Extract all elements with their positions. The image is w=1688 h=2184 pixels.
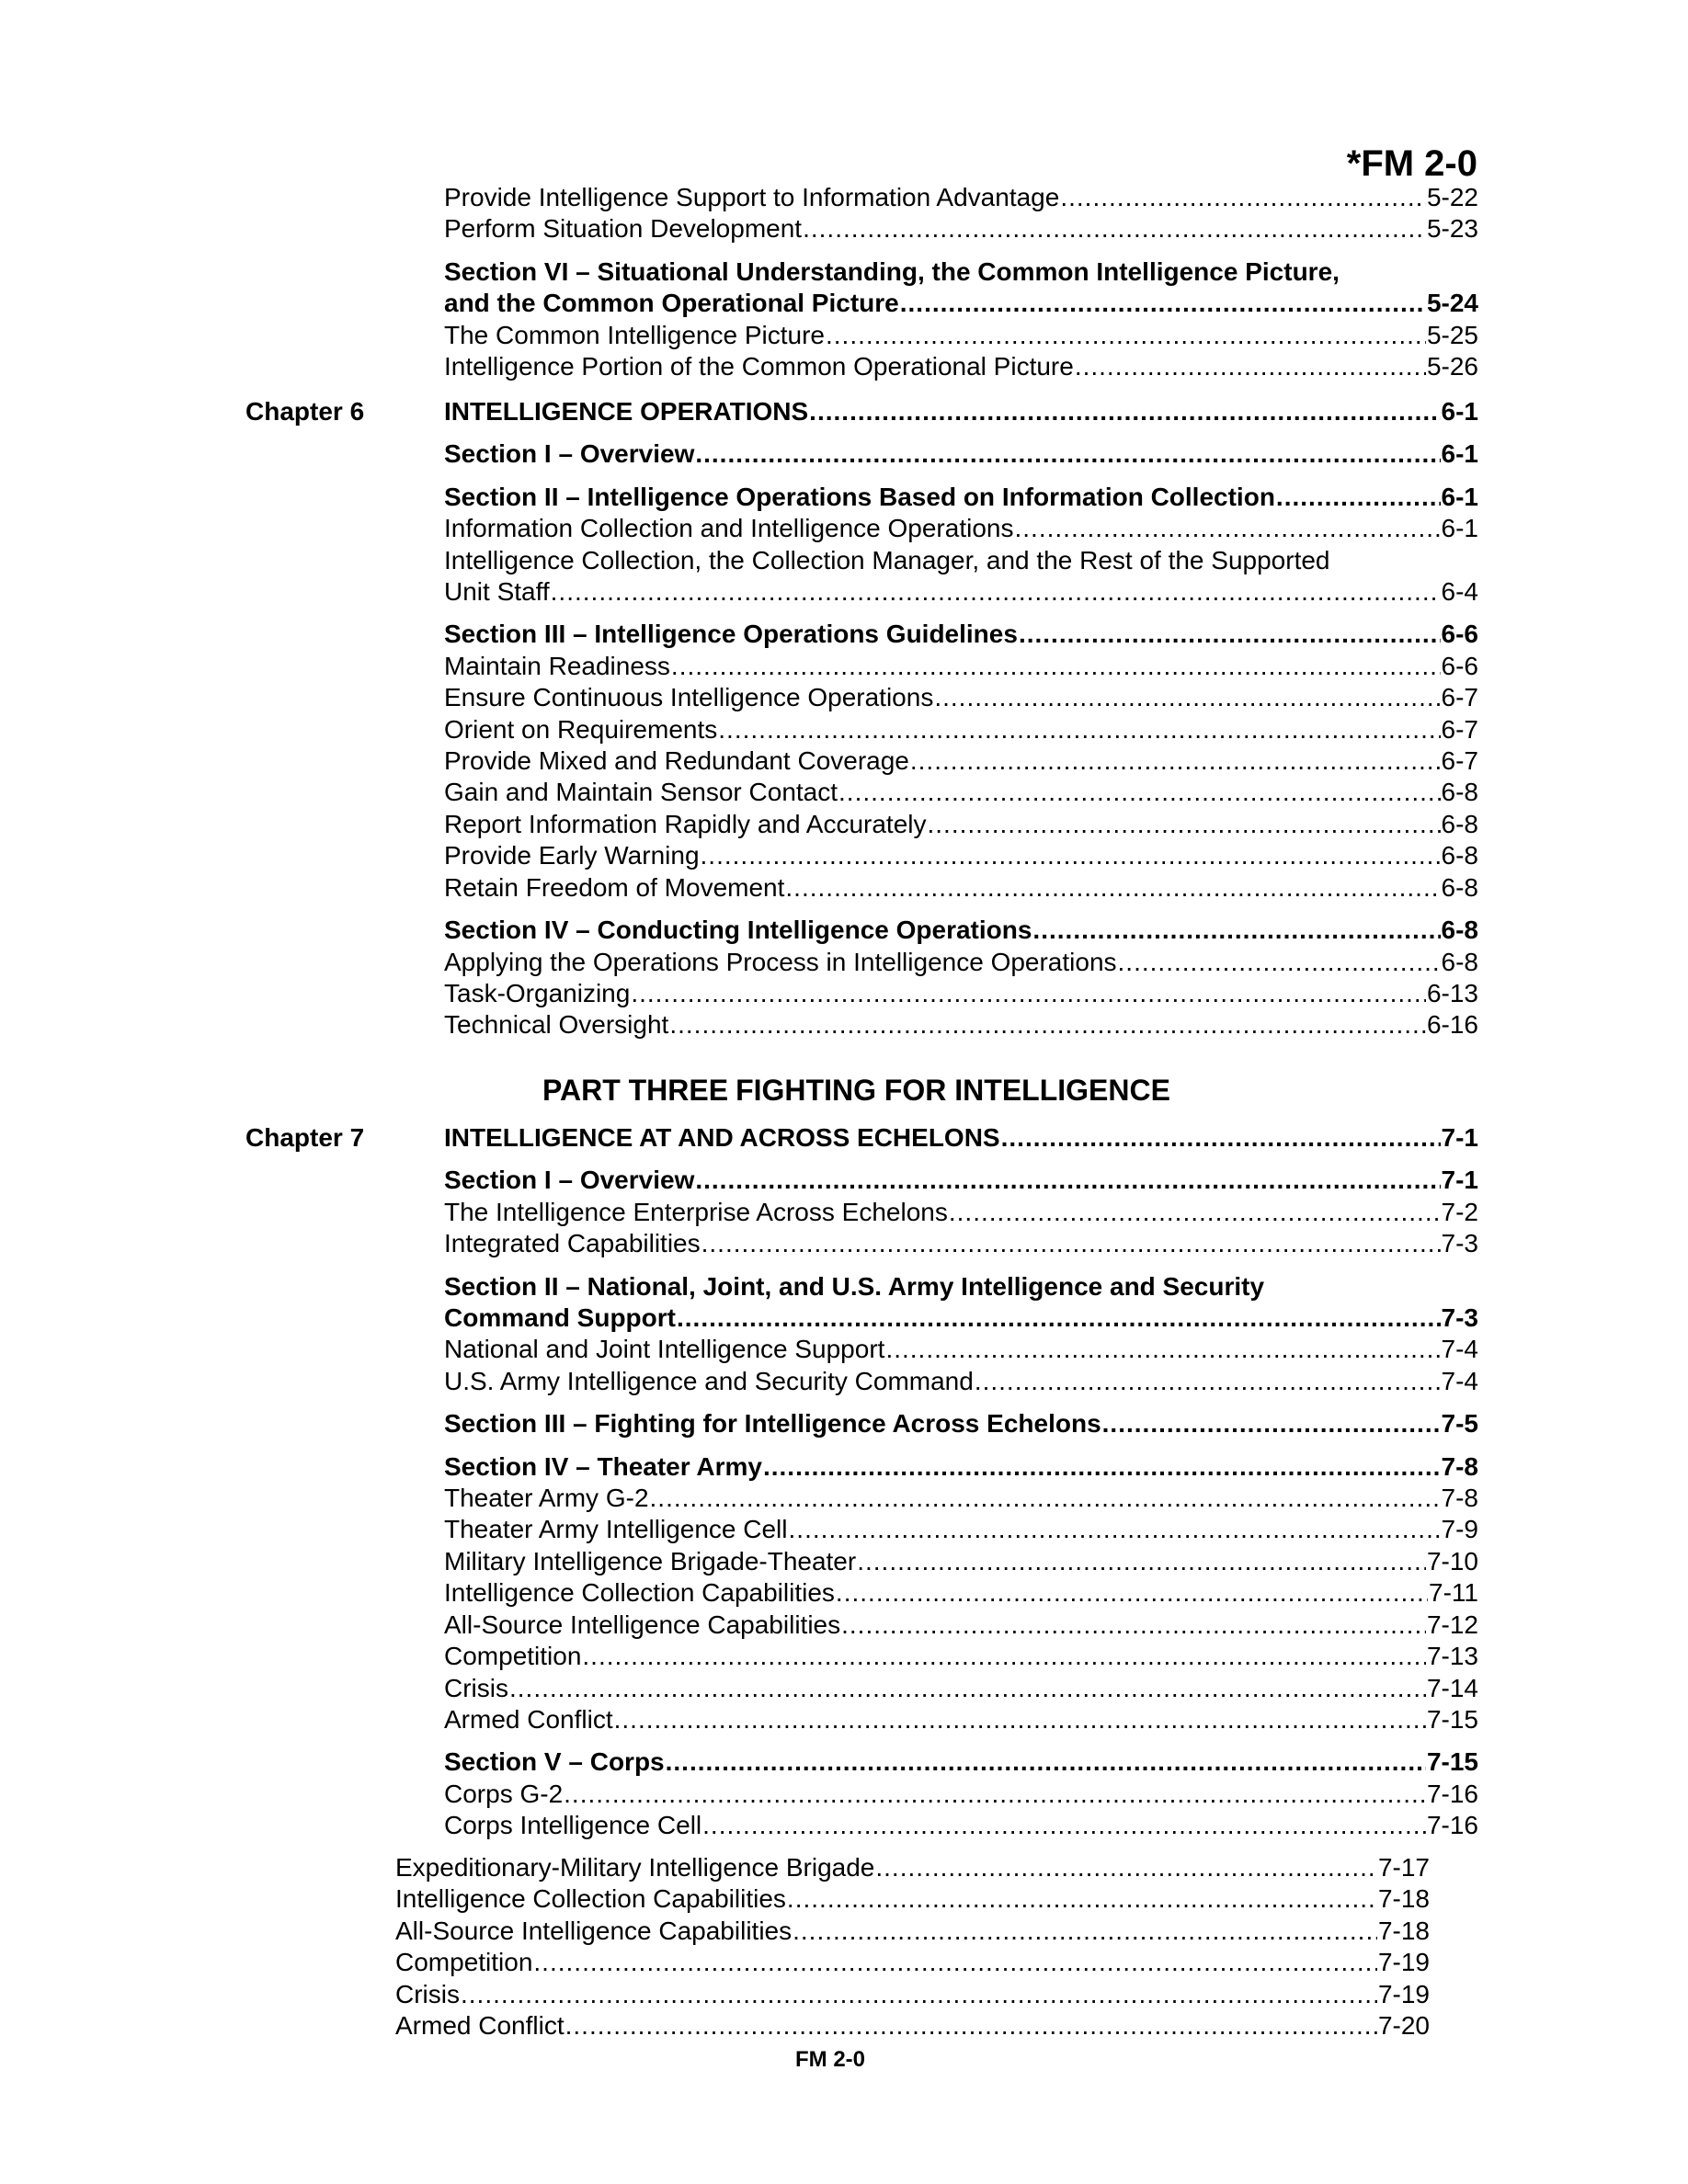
part-number: PART THREE xyxy=(542,1074,729,1107)
toc-entry-page-number: 7-18 xyxy=(1377,1884,1430,1914)
toc-entry-page-number: 7-13 xyxy=(1426,1642,1478,1671)
toc-entry[interactable] xyxy=(444,1009,1478,1041)
toc-entry-page-number: 6-1 xyxy=(1441,482,1478,511)
dot-leader xyxy=(1014,513,1440,544)
toc-spacer xyxy=(444,427,1478,438)
dot-leader xyxy=(785,872,1440,904)
dot-leader xyxy=(1019,619,1441,650)
toc-spacer xyxy=(444,1735,1478,1746)
toc-entry[interactable] xyxy=(444,1641,1478,1672)
toc-entry[interactable] xyxy=(444,809,1478,840)
toc-entry[interactable] xyxy=(444,840,1478,871)
toc-section-entry[interactable] xyxy=(444,1746,1478,1778)
toc-entry[interactable] xyxy=(444,777,1478,808)
toc-entry[interactable] xyxy=(444,351,1478,382)
toc-entry-page-number: 7-20 xyxy=(1377,2011,1430,2041)
toc-entry-page-number: 6-8 xyxy=(1441,872,1478,902)
toc-entry-page-number: 6-8 xyxy=(1441,841,1478,870)
toc-entry-title: Report Information Rapidly and Accurately xyxy=(444,809,927,838)
toc-section-entry[interactable] xyxy=(444,482,1478,513)
toc-entry-page-number: 7-19 xyxy=(1377,1979,1430,2008)
dot-leader xyxy=(701,840,1441,871)
dot-leader xyxy=(793,1916,1377,1947)
toc-block-chapter5-tail xyxy=(444,182,1478,382)
dot-leader xyxy=(826,320,1426,351)
dot-leader xyxy=(509,1673,1426,1704)
document-header-title: *FM 2-0 xyxy=(1346,143,1477,184)
toc-section-entry[interactable] xyxy=(444,619,1478,650)
dot-leader xyxy=(695,438,1440,470)
toc-entry-title: Competition xyxy=(444,1642,582,1671)
toc-section-entry[interactable] xyxy=(444,1302,1478,1334)
toc-entry-title: Perform Situation Development xyxy=(444,214,803,244)
toc-entry-page-number: 6-8 xyxy=(1441,809,1478,838)
toc-section-entry[interactable] xyxy=(444,1408,1478,1439)
toc-spacer xyxy=(444,1154,1478,1165)
toc-entry-page-number: 7-1 xyxy=(1441,1166,1478,1195)
dot-leader xyxy=(763,1451,1441,1483)
dot-leader xyxy=(934,682,1440,713)
toc-entry-title: Maintain Readiness xyxy=(444,651,670,680)
toc-entry[interactable] xyxy=(444,1483,1478,1514)
toc-entry-page-number: 5-23 xyxy=(1426,214,1478,244)
dot-leader xyxy=(695,1165,1440,1196)
chapter-6-label: Chapter 6 xyxy=(245,397,365,426)
toc-entry-title: Corps Intelligence Cell xyxy=(444,1811,702,1840)
toc-entry-page-number: 7-5 xyxy=(1441,1409,1478,1439)
toc-entry-page-number: 7-18 xyxy=(1377,1916,1430,1945)
toc-entry-title-line: Section VI – Situational Understanding, the Common Intelligence Picture, xyxy=(444,256,1340,286)
dot-leader xyxy=(1276,482,1441,513)
toc-entry[interactable] xyxy=(444,714,1478,745)
toc-entry-title: Ensure Continuous Intelligence Operations xyxy=(444,683,934,712)
dot-leader xyxy=(677,1302,1441,1334)
toc-entry-page-number: 7-17 xyxy=(1377,1853,1430,1882)
toc-spacer xyxy=(444,904,1478,915)
toc-entry-title: Provide Intelligence Support to Information Advantage xyxy=(444,183,1060,211)
dot-leader xyxy=(789,1514,1441,1545)
toc-entry[interactable] xyxy=(444,745,1478,777)
toc-entry[interactable] xyxy=(444,1704,1478,1735)
toc-entry-title: INTELLIGENCE AT AND ACROSS ECHELONS xyxy=(444,1123,1000,1152)
toc-spacer xyxy=(444,245,1478,256)
dot-leader xyxy=(533,1947,1377,1978)
toc-entry[interactable] xyxy=(444,1577,1478,1609)
page-footer: FM 2-0 xyxy=(795,2047,866,2072)
toc-entry[interactable] xyxy=(444,1810,1478,1841)
toc-entry-title: Unit Staff xyxy=(444,577,550,607)
toc-entry-page-number: 7-2 xyxy=(1441,1197,1478,1226)
toc-section-entry[interactable] xyxy=(444,288,1478,319)
toc-entry-title: Intelligence Collection Capabilities xyxy=(444,1578,835,1608)
toc-entry-title-line: Section II – National, Joint, and U.S. Army Intelligence and Security xyxy=(444,1271,1265,1301)
toc-entry[interactable] xyxy=(444,978,1478,1009)
part-title: FIGHTING FOR INTELLIGENCE xyxy=(736,1074,1170,1107)
dot-leader xyxy=(669,1009,1426,1041)
toc-entry[interactable] xyxy=(395,1916,1430,1947)
toc-entry-page-number: 7-8 xyxy=(1441,1451,1478,1481)
dot-leader xyxy=(631,978,1426,1009)
toc-entry[interactable] xyxy=(444,1366,1478,1397)
toc-entry-title: Technical Oversight xyxy=(444,1010,669,1040)
toc-spacer xyxy=(444,471,1478,482)
toc-entry-page-number: 6-1 xyxy=(1441,397,1478,426)
toc-entry-page-number: 6-7 xyxy=(1441,746,1478,776)
toc-entry[interactable] xyxy=(395,1883,1430,1915)
toc-entry[interactable] xyxy=(444,320,1478,351)
toc-entry-title: Task-Organizing xyxy=(444,978,631,1007)
dot-leader xyxy=(671,651,1441,682)
toc-block-continuation xyxy=(395,1852,1430,2042)
dot-leader xyxy=(836,1577,1428,1609)
toc-entry-page-number: 6-8 xyxy=(1441,947,1478,976)
toc-entry-title: Corps G-2 xyxy=(444,1779,564,1808)
toc-entry-title: Section IV – Conducting Intelligence Operations xyxy=(444,916,1032,945)
toc-entry[interactable] xyxy=(444,651,1478,682)
toc-entry[interactable] xyxy=(444,576,1478,608)
toc-entry[interactable] xyxy=(444,872,1478,904)
toc-entry-page-number: 5-22 xyxy=(1426,183,1478,211)
toc-entry[interactable] xyxy=(444,1779,1478,1810)
toc-section-entry[interactable] xyxy=(444,1122,1478,1154)
toc-entry[interactable] xyxy=(444,1197,1478,1228)
toc-entry-page-number: 7-10 xyxy=(1426,1546,1478,1575)
toc-entry-title: Armed Conflict xyxy=(395,2011,565,2041)
dot-leader xyxy=(875,1852,1377,1883)
dot-leader xyxy=(702,1810,1426,1841)
toc-entry-title: The Common Intelligence Picture xyxy=(444,320,825,349)
toc-entry-title: Armed Conflict xyxy=(444,1704,613,1734)
toc-entry-title: Theater Army G-2 xyxy=(444,1484,649,1513)
toc-entry-page-number: 7-4 xyxy=(1441,1335,1478,1364)
toc-entry-page-number: 7-3 xyxy=(1441,1303,1478,1333)
dot-leader xyxy=(666,1746,1426,1778)
dot-leader xyxy=(701,1228,1441,1259)
dot-leader xyxy=(565,2010,1377,2042)
toc-section-entry[interactable] xyxy=(444,1451,1478,1483)
toc-entry-page-number: 7-14 xyxy=(1426,1673,1478,1702)
toc-entry-page-number: 5-24 xyxy=(1426,289,1478,318)
toc-entry-page-number: 6-7 xyxy=(1441,683,1478,712)
toc-entry[interactable] xyxy=(444,682,1478,713)
toc-entry-page-number: 6-7 xyxy=(1441,714,1478,744)
toc-spacer xyxy=(444,608,1478,619)
toc-entry-title: and the Common Operational Picture xyxy=(444,289,899,318)
dot-leader xyxy=(614,1704,1426,1735)
toc-entry-title-line: Intelligence Collection, the Collection Manager, and the Rest of the Supported xyxy=(444,545,1330,574)
toc-section-entry[interactable] xyxy=(444,915,1478,946)
toc-entry-title: Intelligence Collection Capabilities xyxy=(395,1884,786,1914)
toc-entry-title: Information Collection and Intelligence Operations xyxy=(444,514,1014,543)
toc-entry[interactable] xyxy=(444,513,1478,544)
toc-entry-title: Crisis xyxy=(395,1979,460,2008)
dot-leader xyxy=(841,1610,1426,1641)
dot-leader xyxy=(1001,1122,1441,1154)
dot-leader xyxy=(1060,182,1426,213)
toc-entry-title: All-Source Intelligence Capabilities xyxy=(444,1610,841,1639)
dot-leader xyxy=(582,1641,1426,1672)
toc-entry-page-number: 7-8 xyxy=(1441,1484,1478,1513)
toc-entry-page-number: 7-12 xyxy=(1426,1610,1478,1639)
toc-entry-title: Command Support xyxy=(444,1303,676,1333)
toc-entry-title: Intelligence Portion of the Common Operational Picture xyxy=(444,352,1074,381)
toc-entry-title: Section I – Overview xyxy=(444,1166,695,1195)
toc-spacer xyxy=(444,1260,1478,1271)
toc-entry[interactable] xyxy=(444,947,1478,978)
dot-leader xyxy=(551,576,1441,608)
toc-entry[interactable] xyxy=(444,182,1478,213)
toc-entry-title: The Intelligence Enterprise Across Echelons xyxy=(444,1197,948,1226)
toc-entry[interactable] xyxy=(395,1979,1430,2010)
toc-entry-title: Applying the Operations Process in Intelligence Operations xyxy=(444,947,1117,976)
toc-entry-page-number: 6-6 xyxy=(1441,620,1478,649)
dot-leader xyxy=(928,809,1441,840)
toc-entry-page-number: 7-4 xyxy=(1441,1366,1478,1395)
toc-entry-title: Section V – Corps xyxy=(444,1747,665,1777)
toc-entry-page-number: 6-6 xyxy=(1441,651,1478,680)
dot-leader xyxy=(803,213,1426,245)
toc-entry-page-number: 6-1 xyxy=(1441,439,1478,469)
toc-entry-page-number: 7-16 xyxy=(1426,1811,1478,1840)
toc-entry-page-number: 6-8 xyxy=(1441,916,1478,945)
toc-entry[interactable] xyxy=(444,1546,1478,1577)
toc-entry-title: Crisis xyxy=(444,1673,508,1702)
toc-entry-title: Orient on Requirements xyxy=(444,714,718,744)
toc-entry-page-number: 6-16 xyxy=(1426,1010,1478,1040)
toc-entry[interactable] xyxy=(444,1334,1478,1365)
toc-entry-page-number: 7-16 xyxy=(1426,1779,1478,1808)
dot-leader xyxy=(809,396,1440,427)
toc-entry-title: Theater Army Intelligence Cell xyxy=(444,1515,788,1544)
toc-entry-title: National and Joint Intelligence Support xyxy=(444,1335,885,1364)
toc-entry-title: Retain Freedom of Movement xyxy=(444,872,785,902)
toc-entry[interactable] xyxy=(395,2010,1430,2042)
dot-leader xyxy=(1032,915,1440,946)
dot-leader xyxy=(975,1366,1441,1397)
toc-entry[interactable] xyxy=(444,1610,1478,1641)
toc-section-entry[interactable] xyxy=(444,396,1478,427)
toc-entry-page-number: 7-19 xyxy=(1377,1948,1430,1977)
toc-entry[interactable] xyxy=(444,1228,1478,1259)
toc-entry-title: Provide Early Warning xyxy=(444,841,700,870)
toc-entry-title: U.S. Army Intelligence and Security Command xyxy=(444,1366,974,1395)
toc-entry-title: Provide Mixed and Redundant Coverage xyxy=(444,746,909,776)
toc-entry-page-number: 6-13 xyxy=(1426,978,1478,1007)
toc-chapter-7 xyxy=(444,1122,1478,1842)
toc-section-entry[interactable] xyxy=(444,438,1478,470)
toc-entry[interactable] xyxy=(444,213,1478,245)
toc-entry-title: Section IV – Theater Army xyxy=(444,1451,762,1481)
toc-entry-page-number: 5-26 xyxy=(1426,352,1478,381)
toc-entry-title: Section I – Overview xyxy=(444,439,695,469)
toc-entry-title: Integrated Capabilities xyxy=(444,1229,701,1258)
toc-spacer xyxy=(444,1440,1478,1451)
dot-leader xyxy=(718,714,1440,745)
toc-chapter-6 xyxy=(444,396,1478,1041)
dot-leader xyxy=(564,1779,1426,1810)
toc-entry-page-number: 6-1 xyxy=(1441,514,1478,543)
dot-leader xyxy=(910,745,1441,777)
toc-entry[interactable] xyxy=(395,1947,1430,1978)
toc-entry-title: Section III – Intelligence Operations Guidelines xyxy=(444,620,1018,649)
toc-entry-title: Competition xyxy=(395,1948,533,1977)
dot-leader xyxy=(787,1883,1377,1915)
toc-entry-title: Expeditionary-Military Intelligence Brigade xyxy=(395,1853,875,1882)
toc-entry[interactable] xyxy=(444,1514,1478,1545)
toc-entry-page-number: 7-15 xyxy=(1426,1704,1478,1734)
toc-entry-title: Section III – Fighting for Intelligence Across Echelons xyxy=(444,1409,1101,1439)
toc-entry-page-number: 7-11 xyxy=(1429,1578,1478,1608)
part-heading xyxy=(542,1072,1170,1109)
toc-section-entry[interactable] xyxy=(444,1165,1478,1196)
toc-entry-page-number: 6-8 xyxy=(1441,778,1478,807)
dot-leader xyxy=(857,1546,1426,1577)
toc-entry-title: INTELLIGENCE OPERATIONS xyxy=(444,397,809,426)
toc-entry-title: Military Intelligence Brigade-Theater xyxy=(444,1546,857,1575)
toc-spacer xyxy=(444,1397,1478,1408)
toc-entry-page-number: 7-3 xyxy=(1441,1229,1478,1258)
dot-leader xyxy=(650,1483,1441,1514)
toc-entry-title: Gain and Maintain Sensor Contact xyxy=(444,778,838,807)
dot-leader xyxy=(1102,1408,1441,1439)
toc-entry-title: All-Source Intelligence Capabilities xyxy=(395,1916,793,1945)
toc-entry-page-number: 6-4 xyxy=(1441,577,1478,607)
chapter-7-label: Chapter 7 xyxy=(245,1123,365,1152)
toc-entry[interactable] xyxy=(444,1673,1478,1704)
dot-leader xyxy=(1075,351,1426,382)
toc-entry-page-number: 7-1 xyxy=(1441,1123,1478,1152)
dot-leader xyxy=(1118,947,1441,978)
dot-leader xyxy=(900,288,1426,319)
dot-leader xyxy=(838,777,1441,808)
toc-entry-page-number: 5-25 xyxy=(1426,320,1478,349)
toc-entry-page-number: 7-15 xyxy=(1426,1747,1478,1777)
dot-leader xyxy=(949,1197,1441,1228)
toc-entry-title: Section II – Intelligence Operations Based on Information Collection xyxy=(444,482,1275,511)
dot-leader xyxy=(461,1979,1377,2010)
toc-entry-page-number: 7-9 xyxy=(1441,1515,1478,1544)
toc-entry[interactable] xyxy=(395,1852,1430,1883)
dot-leader xyxy=(885,1334,1440,1365)
